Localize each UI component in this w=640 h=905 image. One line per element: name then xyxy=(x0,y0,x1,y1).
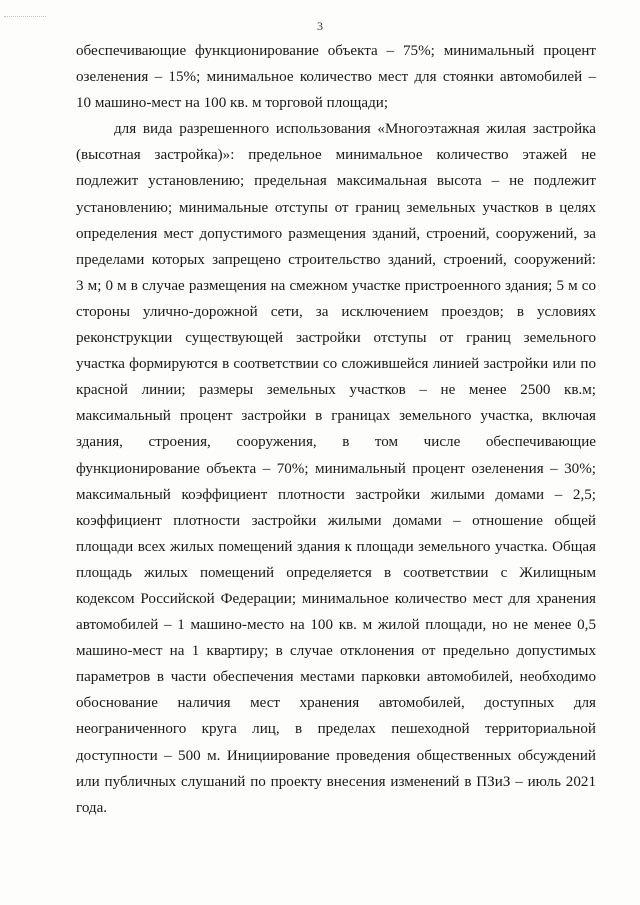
text-line: машино-мест на 1 квартиру; в случае отклонения от предельно допустимых xyxy=(76,643,596,660)
paragraph xyxy=(76,116,596,821)
text-line: автомобилей – 1 машино-место на 100 кв. м жилой площади, но не менее 0,5 xyxy=(76,617,596,634)
text-line: доступности – 500 м. Инициирование проведения общественных обсуждений xyxy=(76,747,596,764)
text-line: здания, строения, сооружения, в том числе обеспечивающие xyxy=(76,434,596,451)
text-line: неограниченного круга лиц, в пределах пешеходной территориальной xyxy=(76,721,596,738)
text-line: красной линии; размеры земельных участков – не менее 2500 кв.м; xyxy=(76,382,596,399)
text-line: стороны улично-дорожной сети, за исключением проездов; в условиях xyxy=(76,303,596,320)
paragraph xyxy=(76,38,596,116)
text-line: установлению; минимальные отступы от границ земельных участков в целях xyxy=(76,199,596,216)
text-line: площади всех жилых помещений здания к площади земельного участка. Общая xyxy=(76,538,596,555)
text-line: реконструкции существующей застройки отступы от границ земельного xyxy=(76,330,596,347)
text-line: обеспечивающие функционирование объекта – 75%; минимальный процент xyxy=(76,43,596,59)
text-line: или публичных слушаний по проекту внесения изменений в ПЗиЗ – июль 2021 xyxy=(76,773,596,790)
document-body xyxy=(76,38,596,821)
text-line: подлежит установлению; предельная максимальная высота – не подлежит xyxy=(76,173,596,190)
text-line: параметров в части обеспечения местами парковки автомобилей, необходимо xyxy=(76,669,596,686)
text-line: максимальный процент застройки в границах земельного участка, включая xyxy=(76,408,596,425)
text-line: 10 машино-мест на 100 кв. м торговой площади; xyxy=(76,95,389,112)
text-line: обоснование наличия мест хранения автомобилей, доступных для xyxy=(76,695,596,712)
text-line: для вида разрешенного использования «Многоэтажная жилая застройка xyxy=(114,121,596,138)
text-line: максимальный коэффициент плотности застройки жилыми домами – 2,5; xyxy=(76,486,596,503)
text-line: коэффициент плотности застройки жилыми домами – отношение общей xyxy=(76,512,596,529)
text-line: 3 м; 0 м в случае размещения на смежном участке пристроенного здания; 5 м со xyxy=(76,277,596,294)
text-line: озеленения – 15%; минимальное количество мест для стоянки автомобилей – xyxy=(76,69,596,86)
text-line: участка формируются в соответствии со сложившейся линией застройки или по xyxy=(76,356,596,373)
text-line: функционирование объекта – 70%; минимальный процент озеленения – 30%; xyxy=(76,460,596,477)
text-line: года. xyxy=(76,799,108,816)
page-number: 3 xyxy=(317,19,323,33)
text-line: (высотная застройка)»: предельное минимальное количество этажей не xyxy=(76,147,596,164)
text-line: определения мест допустимого размещения зданий, строений, сооружений, за xyxy=(76,225,596,242)
text-line: кодексом Российской Федерации; минимальное количество мест для хранения xyxy=(76,590,596,607)
text-line: площадь жилых помещений определяется в соответствии с Жилищным xyxy=(76,564,596,581)
text-line: пределами которых запрещено строительство зданий, строений, сооружений: xyxy=(76,251,596,268)
